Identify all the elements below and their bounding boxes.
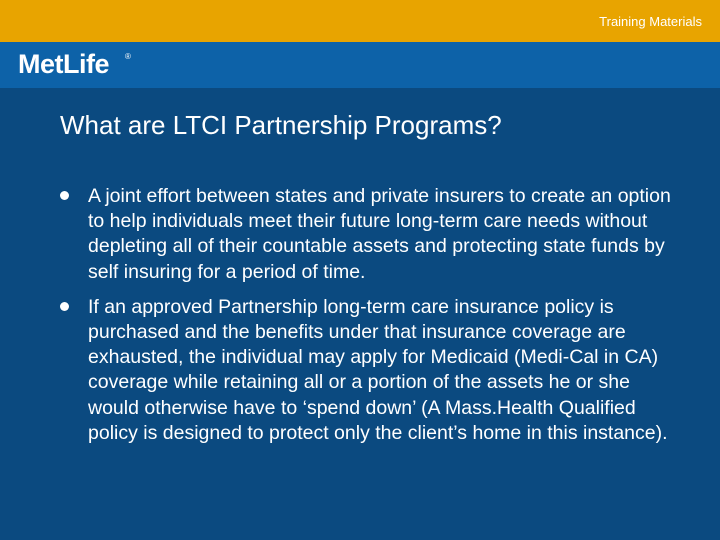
metlife-logo: MetLife: [18, 49, 109, 79]
top-banner: [0, 0, 720, 42]
bullet-icon: [60, 191, 69, 200]
bullet-text: If an approved Partnership long-term care insurance policy is purchased and the benefits under that insurance coverage are exhausted, the individual may apply for Medicaid (Medi-Cal in CA) coverage while retaining all or a portion of the assets he or she would otherwise have to ‘spend down’ (A Mass.Health Qualified policy is designed to protect only the client’s home in this instance).: [88, 295, 668, 444]
bullet-list: [60, 184, 680, 456]
bullet-item: [60, 184, 680, 285]
bullet-icon: [60, 302, 69, 311]
bullet-item: [60, 295, 680, 446]
bullet-text: A joint effort between states and private insurers to create an option to help individuals meet their future long-term care needs without depleting all of their countable assets and protecting state funds by self insuring for a period of time.: [88, 185, 671, 283]
training-materials-label: Training Materials: [599, 14, 702, 29]
slide-title: What are LTCI Partnership Programs?: [60, 110, 502, 140]
registered-mark: ®: [125, 52, 131, 61]
